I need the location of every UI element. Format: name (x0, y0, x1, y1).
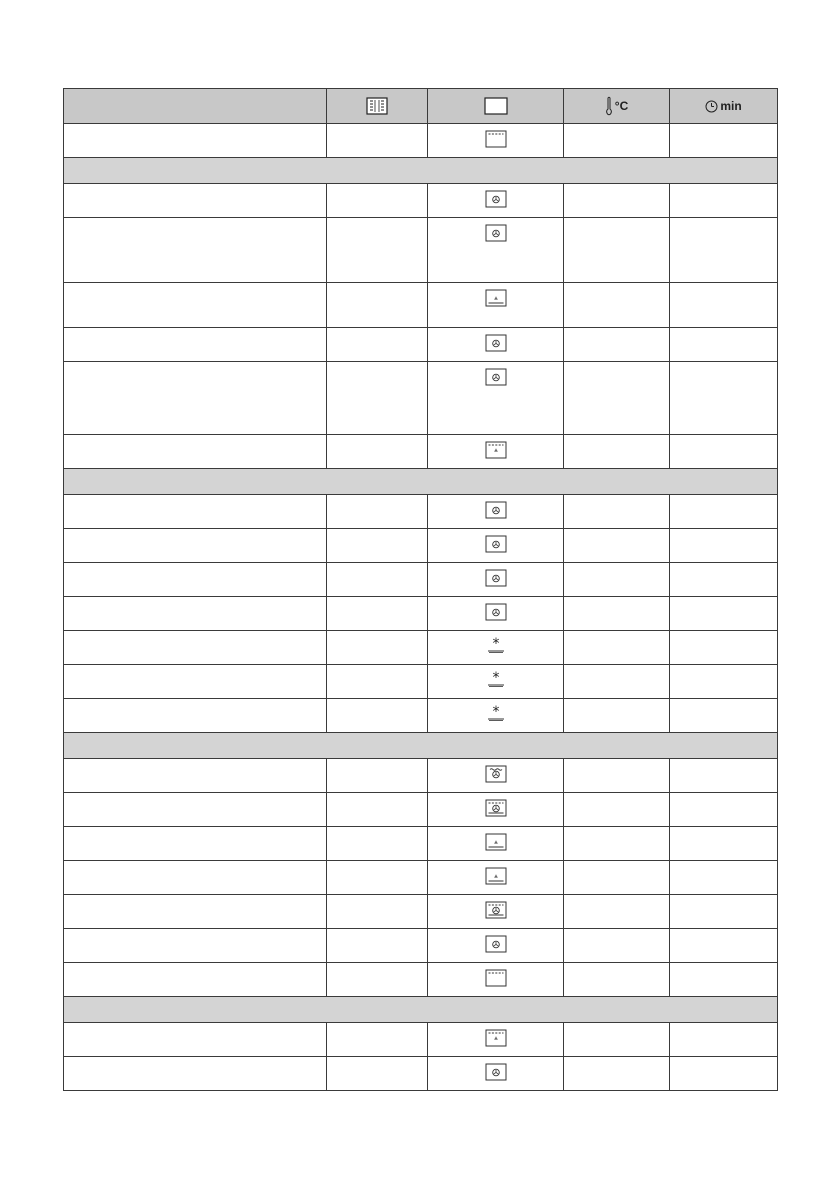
oven-mode-cell (428, 699, 564, 733)
shelf-level-cell (327, 495, 428, 529)
temperature-cell (564, 597, 670, 631)
time-cell (670, 665, 778, 699)
fan-ring-heat-icon (485, 569, 507, 587)
full-grill-fan-icon (485, 901, 507, 919)
dish-cell (64, 495, 327, 529)
table-row (64, 597, 778, 631)
shelf-level-cell (327, 793, 428, 827)
temperature-cell (564, 665, 670, 699)
top-heat-fan-icon (485, 441, 507, 459)
temperature-cell (564, 362, 670, 435)
table-row (64, 929, 778, 963)
temperature-unit-label: °C (614, 99, 629, 113)
oven-mode-cell (428, 665, 564, 699)
oven-mode-cell (428, 1057, 564, 1091)
dish-cell (64, 631, 327, 665)
section-header-row (64, 469, 778, 495)
fan-ring-heat-icon (485, 224, 507, 242)
oven-mode-cell (428, 793, 564, 827)
section-header-cell (64, 469, 778, 495)
shelf-level-cell (327, 963, 428, 997)
fan-ring-heat-icon (485, 334, 507, 352)
oven-mode-cell (428, 759, 564, 793)
time-cell (670, 861, 778, 895)
temperature-cell (564, 699, 670, 733)
shelf-level-cell (327, 328, 428, 362)
temperature-cell (564, 124, 670, 158)
time-cell (670, 218, 778, 283)
top-bottom-heat-icon (485, 969, 507, 987)
dish-cell (64, 218, 327, 283)
oven-mode-cell (428, 184, 564, 218)
time-cell (670, 793, 778, 827)
dish-cell (64, 861, 327, 895)
time-cell (670, 929, 778, 963)
temperature-cell (564, 827, 670, 861)
temperature-cell (564, 184, 670, 218)
fan-ring-heat-icon (485, 501, 507, 519)
table-row (64, 963, 778, 997)
time-unit-label: min (720, 99, 742, 113)
shelf-level-cell (327, 124, 428, 158)
temperature-cell (564, 793, 670, 827)
section-header-cell (64, 733, 778, 759)
fan-ring-heat-icon (485, 603, 507, 621)
dish-cell (64, 793, 327, 827)
table-row (64, 218, 778, 283)
table-row (64, 495, 778, 529)
table-row (64, 1057, 778, 1091)
thermometer-icon (605, 96, 613, 116)
temperature-cell (564, 929, 670, 963)
full-grill-fan-icon (485, 799, 507, 817)
header-dish (64, 89, 327, 124)
top-bottom-heat-icon (485, 130, 507, 148)
temperature-cell (564, 435, 670, 469)
oven-mode-cell (428, 597, 564, 631)
temperature-cell (564, 328, 670, 362)
table-row (64, 895, 778, 929)
time-cell (670, 699, 778, 733)
dish-cell (64, 929, 327, 963)
time-cell (670, 759, 778, 793)
table-row (64, 328, 778, 362)
table-row (64, 665, 778, 699)
temperature-cell (564, 1057, 670, 1091)
dish-cell (64, 1023, 327, 1057)
dish-cell (64, 124, 327, 158)
oven-mode-cell (428, 124, 564, 158)
cooking-table (63, 88, 778, 1091)
table-row (64, 184, 778, 218)
oven-mode-cell (428, 328, 564, 362)
table-row (64, 699, 778, 733)
shelf-level-cell (327, 597, 428, 631)
svg-text:*: * (492, 637, 499, 652)
fan-ring-heat-icon (485, 190, 507, 208)
oven-mode-cell (428, 495, 564, 529)
oven-mode-cell (428, 929, 564, 963)
time-cell (670, 184, 778, 218)
clock-icon (705, 100, 718, 113)
oven-mode-cell (428, 861, 564, 895)
oven-mode-cell (428, 963, 564, 997)
section-header-row (64, 733, 778, 759)
time-cell (670, 495, 778, 529)
table-row (64, 283, 778, 328)
header-time (670, 89, 778, 124)
oven-mode-cell (428, 529, 564, 563)
time-cell (670, 563, 778, 597)
svg-text:*: * (492, 705, 499, 720)
temperature-cell (564, 563, 670, 597)
shelf-level-cell (327, 529, 428, 563)
header-shelf-level (327, 89, 428, 124)
oven-mode-icon (484, 97, 508, 115)
dish-cell (64, 895, 327, 929)
dish-cell (64, 665, 327, 699)
temperature-cell (564, 759, 670, 793)
dish-cell (64, 529, 327, 563)
shelf-level-cell (327, 563, 428, 597)
shelf-level-cell (327, 218, 428, 283)
header-temperature (564, 89, 670, 124)
defrost-icon (485, 705, 507, 723)
oven-mode-cell (428, 283, 564, 328)
section-header-cell (64, 158, 778, 184)
bottom-heat-fan-icon (485, 867, 507, 885)
oven-mode-cell (428, 218, 564, 283)
dish-cell (64, 184, 327, 218)
oven-mode-cell (428, 827, 564, 861)
table-row (64, 124, 778, 158)
defrost-icon (485, 637, 507, 655)
shelf-level-cell (327, 631, 428, 665)
table-row (64, 861, 778, 895)
time-cell (670, 529, 778, 563)
shelf-level-cell (327, 362, 428, 435)
time-cell (670, 1057, 778, 1091)
dish-cell (64, 435, 327, 469)
time-cell (670, 827, 778, 861)
table-row (64, 529, 778, 563)
bottom-heat-fan-icon (485, 833, 507, 851)
temperature-cell (564, 963, 670, 997)
table-row (64, 793, 778, 827)
time-cell (670, 1023, 778, 1057)
shelf-level-cell (327, 435, 428, 469)
oven-mode-cell (428, 1023, 564, 1057)
oven-mode-cell (428, 631, 564, 665)
table-header-row (64, 89, 778, 124)
table-row (64, 827, 778, 861)
temperature-cell (564, 529, 670, 563)
shelf-level-cell (327, 184, 428, 218)
shelf-level-cell (327, 1023, 428, 1057)
shelf-level-cell (327, 699, 428, 733)
svg-text:*: * (492, 671, 499, 686)
table-row (64, 759, 778, 793)
shelf-level-cell (327, 1057, 428, 1091)
time-cell (670, 283, 778, 328)
time-cell (670, 963, 778, 997)
table-row (64, 631, 778, 665)
shelf-level-cell (327, 283, 428, 328)
dish-cell (64, 827, 327, 861)
time-cell (670, 435, 778, 469)
dish-cell (64, 1057, 327, 1091)
fan-ring-heat-icon (485, 935, 507, 953)
temperature-cell (564, 495, 670, 529)
time-cell (670, 124, 778, 158)
time-cell (670, 631, 778, 665)
temperature-cell (564, 1023, 670, 1057)
temperature-cell (564, 631, 670, 665)
fan-ring-heat-icon (485, 1063, 507, 1081)
shelf-level-cell (327, 827, 428, 861)
grill-fan-icon (485, 765, 507, 783)
shelf-level-cell (327, 895, 428, 929)
oven-mode-cell (428, 563, 564, 597)
table-row (64, 563, 778, 597)
fan-ring-heat-icon (485, 535, 507, 553)
shelf-level-icon (366, 97, 388, 115)
table-row (64, 362, 778, 435)
header-oven-mode (428, 89, 564, 124)
time-cell (670, 328, 778, 362)
temperature-cell (564, 283, 670, 328)
dish-cell (64, 328, 327, 362)
dish-cell (64, 759, 327, 793)
time-cell (670, 895, 778, 929)
section-header-row (64, 997, 778, 1023)
dish-cell (64, 362, 327, 435)
shelf-level-cell (327, 759, 428, 793)
top-heat-fan-icon (485, 1029, 507, 1047)
dish-cell (64, 963, 327, 997)
bottom-heat-fan-icon (485, 289, 507, 307)
dish-cell (64, 283, 327, 328)
oven-mode-cell (428, 362, 564, 435)
shelf-level-cell (327, 929, 428, 963)
dish-cell (64, 699, 327, 733)
section-header-row (64, 158, 778, 184)
shelf-level-cell (327, 665, 428, 699)
dish-cell (64, 563, 327, 597)
dish-cell (64, 597, 327, 631)
temperature-cell (564, 861, 670, 895)
temperature-cell (564, 218, 670, 283)
oven-mode-cell (428, 895, 564, 929)
temperature-cell (564, 895, 670, 929)
shelf-level-cell (327, 861, 428, 895)
section-header-cell (64, 997, 778, 1023)
table-row (64, 1023, 778, 1057)
fan-ring-heat-icon (485, 368, 507, 386)
time-cell (670, 362, 778, 435)
time-cell (670, 597, 778, 631)
table-row (64, 435, 778, 469)
defrost-icon (485, 671, 507, 689)
oven-mode-cell (428, 435, 564, 469)
